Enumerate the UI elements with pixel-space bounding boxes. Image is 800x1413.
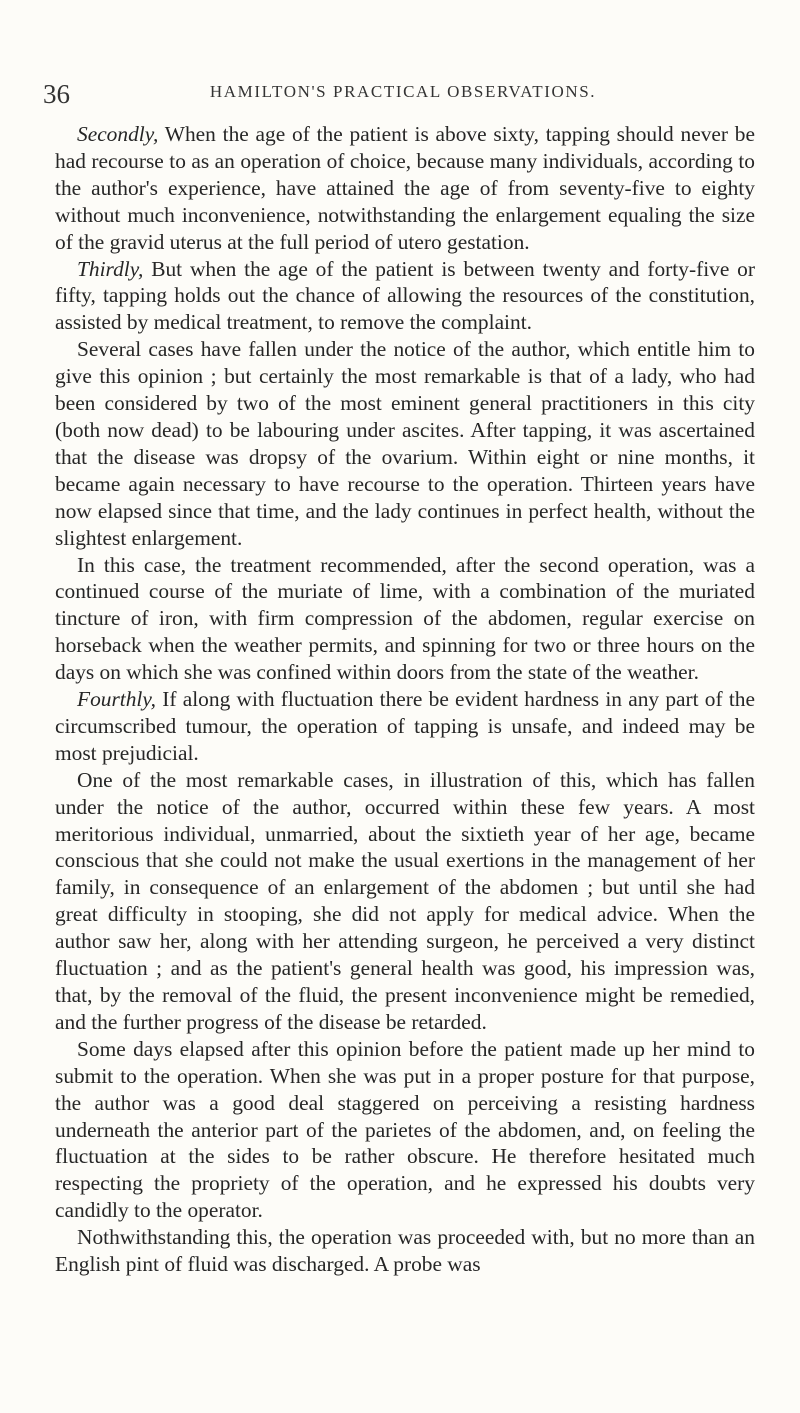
paragraph <box>55 1224 755 1278</box>
running-title: HAMILTON'S PRACTICAL OBSERVATIONS. <box>209 82 597 101</box>
page-body <box>55 121 755 1278</box>
paragraph-text: Nothwithstanding this, the operation was proceeded with, but no more than an English pint of fluid was discharged. A probe was <box>55 1225 755 1277</box>
paragraph <box>55 256 755 337</box>
paragraph-lead: Secondly, <box>77 122 159 146</box>
paragraph-text: Some days elapsed after this opinion before the patient made up her mind to submit to the operation. When she was put in a proper posture for that purpose, the author was a good deal staggered on perceiving a resisting hardness underneath the anterior part of the parietes of the abdomen, and, on feeling the fluctuation at the sides to be rather obscure. He therefore hesitated much respecting the propriety of the operation, and he expressed his doubts very candidly to the operator. <box>55 1036 755 1223</box>
paragraph <box>55 686 755 767</box>
paragraph-text: In this case, the treatment recommended, after the second operation, was a continued course of the muriate of lime, with a combination of the muriated tincture of iron, with firm compression of the abdomen, regular exercise on horseback when the weather permits, and spinning for two or three hours on the days on which she was confined within doors from the state of the weather. <box>55 552 755 685</box>
paragraph <box>55 767 755 1036</box>
paragraph-text: Several cases have fallen under the notice of the author, which entitle him to give this opinion ; but certainly the most remarkable is that of a lady, who had been considered by two of the most eminent general practitioners in this city (both now dead) to be labouring under ascites. After tapping, it was ascertained that the disease was dropsy of the ovarium. Within eight or nine months, it became again necessary to have recourse to the operation. Thirteen years have now elapsed since that time, and the lady continues in perfect health, without the slightest enlargement. <box>55 337 755 550</box>
paragraph-lead: Fourthly, <box>77 687 157 712</box>
paragraph-text: One of the most remarkable cases, in illustration of this, which has fallen under the notice of the author, occurred within these few years. A most meritorious individual, unmarried, about the sixtieth year of her age, became conscious that she could not make the usual exertions in the management of her family, in consequence of an enlargement of the abdomen ; but until she had great difficulty in stooping, she did not apply for medical advice. When the author saw her, along with her attending surgeon, he perceived a very distinct fluctuation ; and as the patient's general health was good, his impression was, that, by the removal of the fluid, the present inconvenience might be remedied, and the further progress of the disease be retarded. <box>55 767 755 1034</box>
paragraph-text: When the age of the patient is above sixty, tapping should never be had recourse to as an operation of choice, because many individuals, according to the author's experience, have attained the age of from seventy-five to eighty without much inconvenience, notwithstanding the enlargement equaling the size of the gravid uterus at the full period of utero gestation. <box>55 122 755 254</box>
paragraph-text: If along with fluctuation there be evident hardness in any part of the circumscribed tumour, the operation of tapping is unsafe, and indeed may be most prejudicial. <box>55 687 755 765</box>
paragraph <box>55 552 755 687</box>
page-header <box>43 79 763 109</box>
paragraph-lead: Thirdly, <box>77 256 144 281</box>
paragraph-text: But when the age of the patient is between twenty and forty-five or fifty, tapping holds out the chance of allowing the resources of the constitution, assisted by medical treatment, to remove the complaint. <box>55 256 755 335</box>
paragraph <box>55 336 755 551</box>
paragraph <box>55 1036 755 1224</box>
page-number: 36 <box>43 79 70 109</box>
paragraph <box>55 121 755 256</box>
